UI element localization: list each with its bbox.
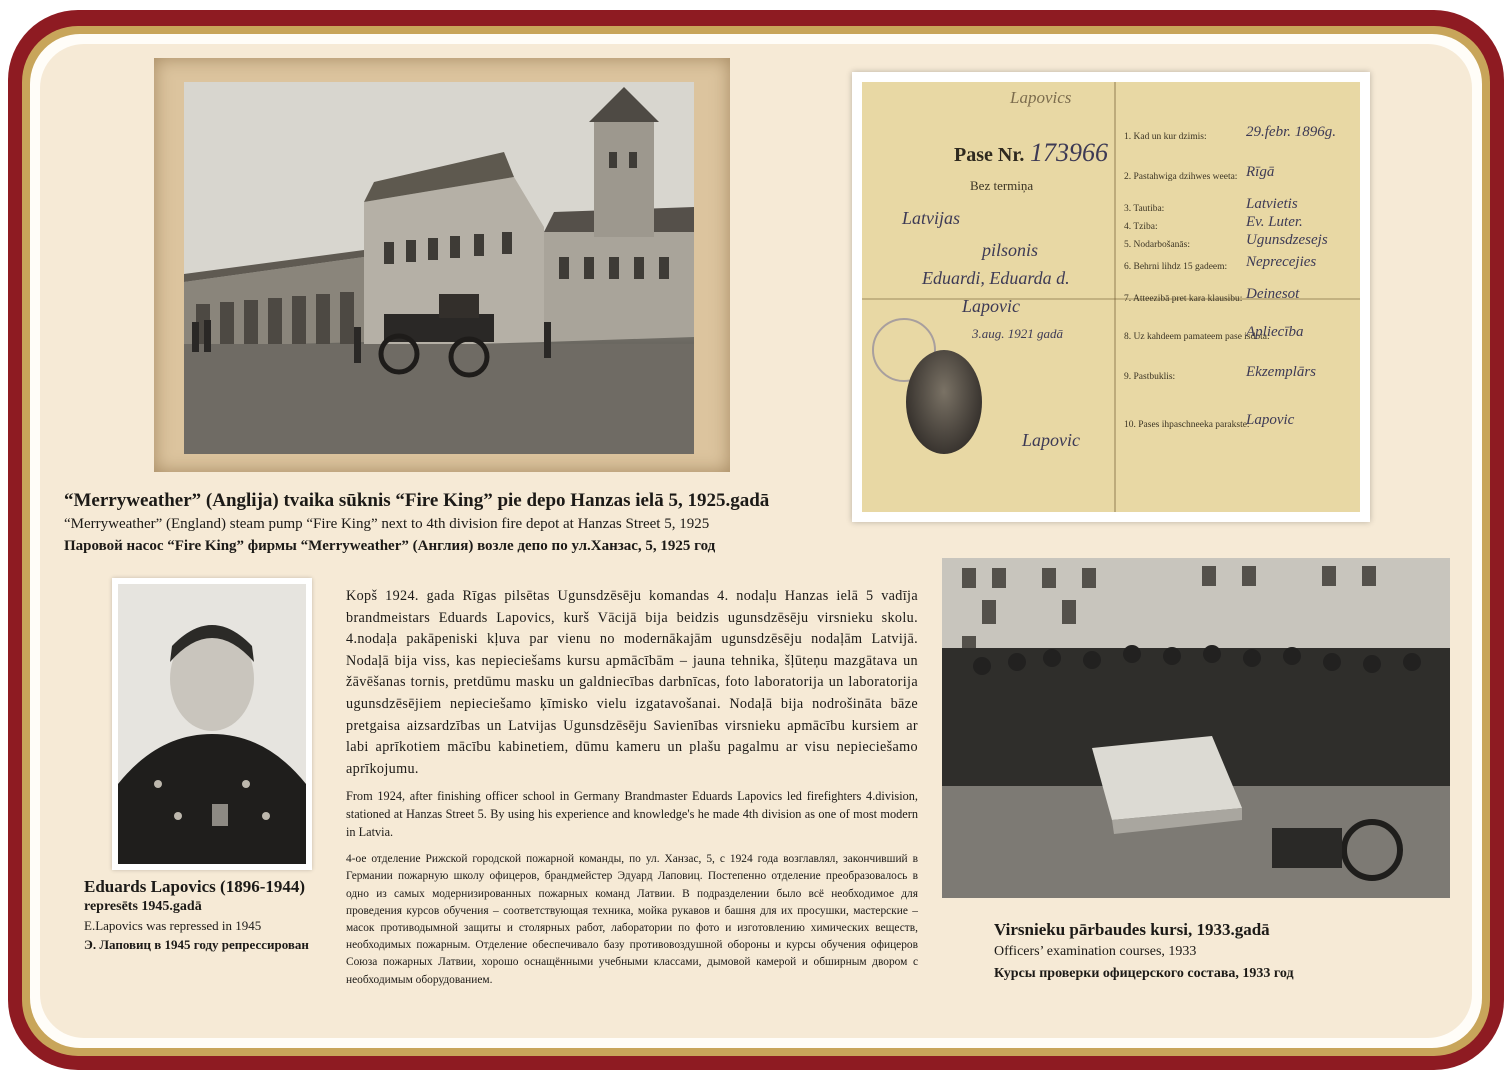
exam-photo-drawing (942, 558, 1450, 898)
portrait-drawing (118, 584, 306, 864)
passport-status: pilsonis (982, 240, 1039, 260)
passport-field-label: 5. Nodarbošanās: (1124, 240, 1190, 250)
passport-field-value: Apliecība (1246, 324, 1304, 340)
depot-caption-lv: “Merryweather” (Anglija) tvaika sūknis “Fire King” pie depo Hanzas ielā 5, 1925.gadā (64, 490, 770, 511)
passport-field-label: 9. Pastbuklis: (1124, 372, 1176, 382)
passport-name-top: Lapovics (1010, 88, 1072, 107)
portrait-line-en: E.Lapovics was repressed in 1945 (84, 918, 262, 933)
body-text-lv: Kopš 1924. gada Rīgas pilsētas Ugunsdzēsēju komandas 4. nodaļu Hanzas ielā 5 vadīja brandmeistars Eduards Lapovics, kurš Vācijā bija beidzis ugunsdzēsēju virsnieku skolu. 4.nodaļa pakāpeniski kļuva par vienu no modernākajām ugunsdzēsēju nodaļām Latvijā. Nodaļā bija viss, kas nepieciešams kursu apmācībām – jauna tehnika, šļūteņu mazgātava un žāvēšanas tornis, pretdūmu masku un galdniecības darbnīcas, foto laboratorija un laboratorija ugunsdzēsējiem nepieciešamo ķīmisko vielu izgatavošanai. Nodaļā bija nodrošināta bāze pretgaisa aizsardzības un Latvijas Ugunsdzēsēju Savienības virsnieku apmācību kursiem ar labi aprīkotiem mācību kabinetiem, dūmu kameru un plašu pagalmu ar visu nepieciešamo aprīkojumu. (346, 588, 918, 777)
exam-photo (942, 558, 1450, 898)
passport-field-label: 4. Tziba: (1124, 222, 1158, 232)
passport-holder-surname: Lapovic (962, 296, 1020, 316)
passport-field-value: Lapovic (1246, 412, 1295, 428)
depot-caption-ru: Паровой насос “Fire King” фирмы “Merryweather” (Англия) возле депо по ул.Ханзас, 5, 1925 год (64, 538, 716, 554)
body-text-en: From 1924, after finishing officer school in Germany Brandmaster Eduards Lapovics led firefighters 4.division, stationed at Hanzas Street 5. By using his experience and knowledge's he made 4th division as one of most modern in Latvia. (346, 789, 918, 839)
passport-document (862, 82, 1360, 512)
passport-field-value: Neprecejies (1246, 254, 1317, 270)
exam-caption-lv: Virsnieku pārbaudes kursi, 1933.gadā (994, 920, 1270, 939)
passport-number: 173966 (1030, 138, 1108, 167)
passport-field-label: 1. Kad un kur dzimis: (1124, 132, 1207, 142)
portrait-name: Eduards Lapovics (1896-1944) (84, 877, 306, 896)
passport-field-label: 2. Pastahwiga dzihwes weeta: (1124, 172, 1238, 182)
passport-field-value: 29.febr. 1896g. (1246, 124, 1336, 140)
portrait-line-lv: represēts 1945.gadā (84, 899, 202, 914)
portrait-photo (118, 584, 306, 864)
passport-field-label: 7. Atteezibā pret kara klausibu: (1124, 294, 1243, 304)
passport-field-label: 10. Pases ihpaschneeka parakste: (1124, 420, 1250, 430)
passport-date: 3.aug. 1921 gadā (972, 326, 1063, 341)
depot-photo-drawing (184, 82, 694, 454)
exam-caption-ru: Курсы проверки офицерского состава, 1933 год (994, 966, 1294, 981)
body-text-ru: 4-ое отделение Рижской городской пожарной команды, по ул. Ханзас, 5, с 1924 года возглавлял, закончивший в Германии пожарную школу офицеров, брандмейстер Эдуард Лаповиц. Постепенно отделение преобразовалось в одно из самых модернизированных пожарных команд Латвии. В подразделении было всё необходимое для проведения курсов обучения – соответствующая техника, мойка рукавов и башня для их просушки, мастерские – масок противодымной защиты и столярных работ, лаборатории по фото и изготовлению химических веществ, необходимых пожарным. Отделение обеспечивало базу противовоздушной обороны и курсы обучения офицеров Союза пожарных Латвии, хорошо оснащёнными учебными классами, дымовой камерой и обширным двором с необходимым оборудованием. (346, 853, 918, 986)
body-text (346, 586, 918, 989)
passport-fold-vertical (1114, 82, 1116, 512)
passport-field-value: Ev. Luter. (1246, 214, 1303, 230)
passport-field-value: Latvietis (1246, 196, 1298, 212)
passport-field-value: Ugunsdzesejs (1246, 232, 1328, 248)
passport-photo (906, 350, 982, 454)
passport-field-label: 8. Uz kahdeem pamateem pase isdota: (1124, 332, 1270, 342)
passport-field-label: 6. Behrni lihdz 15 gadeem: (1124, 262, 1228, 272)
passport-field-value: Deinesot (1246, 286, 1300, 302)
passport-title: Pase Nr. (954, 144, 1025, 166)
portrait-line-ru: Э. Лаповиц в 1945 году репрессирован (84, 937, 309, 952)
passport-issued: Bez termiņa (970, 178, 1034, 193)
exam-caption (994, 920, 1294, 982)
passport-signature: Lapovic (1022, 430, 1080, 450)
passport-holder-name: Eduardi, Eduarda d. (922, 268, 1070, 288)
passport-field-label: 3. Tautiba: (1124, 204, 1165, 214)
depot-photo (184, 82, 694, 454)
passport-country: Latvijas (902, 208, 961, 228)
exam-caption-en: Officers’ examination courses, 1933 (994, 944, 1197, 959)
portrait-caption (84, 877, 344, 953)
passport-field-value: Ekzemplārs (1246, 364, 1316, 380)
depot-caption-en: “Merryweather” (England) steam pump “Fire King” next to 4th division fire depot at Hanzas Street 5, 1925 (64, 516, 710, 532)
passport-field-value: Rīgā (1246, 164, 1275, 180)
